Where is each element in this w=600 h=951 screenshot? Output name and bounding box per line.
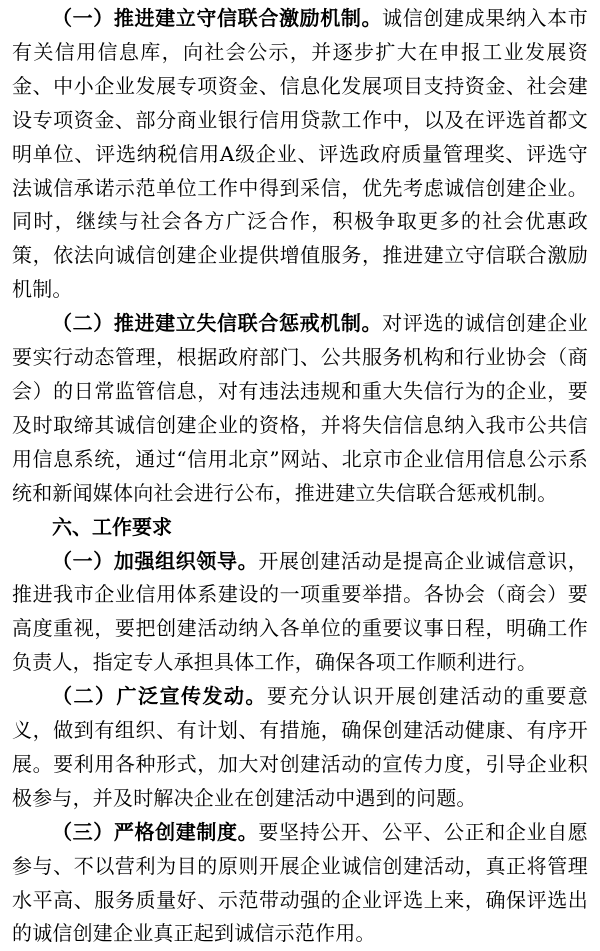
paragraph-heading: （二）推进建立失信联合惩戒机制。	[52, 311, 383, 336]
paragraph-punishment-mechanism	[12, 307, 588, 510]
paragraph-body: 对评选的诚信创建企业要实行动态管理，根据政府部门、公共服务机构和行业协会（商会）的日常监管信息，对有违法违规和重大失信行为的企业，要及时取缔其诚信创建企业的资格，并将失信信息纳入我市公共信用信息系统，通过“信用北京”网站、北京市企业信用信息公示系统和新闻媒体向社会进行公布，推进建立失信联合惩戒机制。	[12, 311, 589, 505]
paragraph-body: 要充分认识开展创建活动的重要意义，做到有组织、有计划、有措施，确保创建活动健康、有序开展。要利用各种形式，加大对创建活动的宣传力度，引导企业积极参与，并及时解决企业在创建活动中遇到的问题。	[12, 684, 589, 810]
paragraph-heading: （一）加强组织领导。	[52, 548, 259, 573]
paragraph-heading: （一）推进建立守信联合激励机制。	[52, 6, 383, 30]
paragraph-incentive-mechanism	[12, 2, 588, 307]
paragraph-publicity-mobilization	[12, 680, 588, 816]
paragraph-body: 要坚持公开、公平、公正和企业自愿参与、不以营利为目的原则开展企业诚信创建活动，真正将管理水平高、服务质量好、示范带动强的企业评选上来，确保评选出的诚信创建企业真正起到诚信示范作用。	[12, 819, 589, 946]
paragraph-heading: （三）严格创建制度。	[52, 819, 259, 844]
section-title-work-requirements: 六、工作要求	[52, 514, 172, 539]
document-page	[12, 2, 588, 951]
paragraph-body: 开展创建活动是提高企业诚信意识，推进我市企业信用体系建设的一项重要举措。各协会（商会）要高度重视，要把创建活动纳入各单位的重要议事日程，明确工作负责人，指定专人承担具体工作，确保各项工作顺利进行。	[12, 548, 589, 675]
paragraph-strict-system	[12, 816, 588, 951]
paragraph-body: 诚信创建成果纳入本市有关信用信息库，向社会公示，并逐步扩大在申报工业发展资金、中小企业发展专项资金、信息化发展项目支持资金、社会建设专项资金、部分商业银行信用贷款工作中，以及在评选首都文明单位、评选纳税信用A级企业、评选政府质量管理奖、评选守法诚信承诺示范单位工作中得到采信，优先考虑诚信创建企业。同时，继续与社会各方广泛合作，积极争取更多的社会优惠政策，依法向诚信创建企业提供增值服务，推进建立守信联合激励机制。	[12, 6, 589, 302]
paragraph-heading: （二）广泛宣传发动。	[52, 684, 267, 709]
paragraph-organization-leadership	[12, 545, 588, 681]
